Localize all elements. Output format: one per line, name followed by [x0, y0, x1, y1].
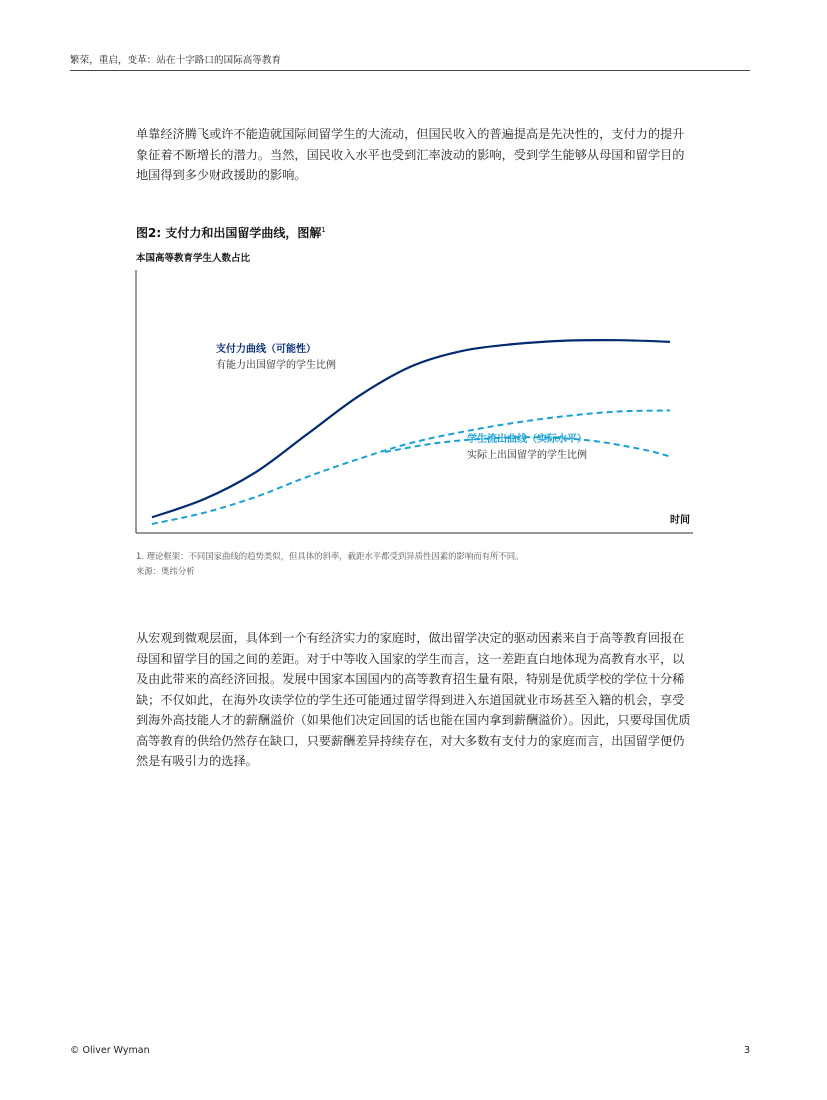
- figure-title: [136, 224, 326, 241]
- figure-source: 来源：奥纬分析: [136, 566, 195, 576]
- footer-page-number: 3: [743, 1045, 750, 1056]
- body-paragraph-2: 从宏观到微观层面，具体到一个有经济实力的家庭时，做出留学决定的驱动因素来自于高等教育回报在母国和留学目的国之间的差距。对于中等收入国家的学生而言，这一差距直白地体现为高教育水平，以及由此带来的高经济回报。发展中国家本国国内的高等教育招生量有限，特别是优质学校的学位十分稀缺；不仅如此，在海外攻读学位的学生还可能通过留学得到进入东道国就业市场甚至入籍的机会，享受到海外高技能人才的薪酬溢价（如果他们决定回国的话也能在国内拿到薪酬溢价）。因此，只要母国优质高等教育的供给仍然存在缺口，只要薪酬差异持续存在，对大多数有支付力的家庭而言，出国留学便仍然是有吸引力的选择。: [136, 631, 691, 768]
- student-outflow-curve-label: 学生流出曲线（实际水平）: [467, 434, 587, 445]
- affordability-curve-label: 支付力曲线（可能性）: [216, 344, 316, 355]
- header-divider: [70, 70, 750, 71]
- figure-footnote: [136, 549, 524, 579]
- chart-y-axis-label: 本国高等教育学生人数占比: [136, 253, 251, 264]
- affordability-chart: [130, 268, 695, 538]
- student-outflow-curve-line: [152, 410, 670, 524]
- footer-copyright: © Oliver Wyman: [70, 1045, 150, 1056]
- figure-title-text: 图2: 支付力和出国留学曲线，图解: [136, 226, 322, 240]
- student-outflow-curve-description: 实际上出国留学的学生比例: [467, 450, 587, 461]
- running-header: 繁荣，重启，变革：站在十字路口的国际高等教育: [70, 55, 282, 66]
- chart-x-axis-label: 时间: [670, 515, 690, 526]
- figure-title-note-marker: 1: [321, 226, 326, 234]
- figure-footnote-text: 1. 理论框架：不同国家曲线的趋势类似，但具体的斜率，截距水平都受到异质性因素的影响而有所不同。: [136, 551, 524, 561]
- affordability-curve-description: 有能力出国留学的学生比例: [216, 360, 336, 371]
- body-paragraph-1: 单靠经济腾飞或许不能造就国际间留学生的大流动，但国民收入的普遍提高是先决性的，支付力的提升象征着不断增长的潜力。当然，国民收入水平也受到汇率波动的影响，受到学生能够从母国和留学目的地国得到多少财政援助的影响。: [136, 127, 685, 182]
